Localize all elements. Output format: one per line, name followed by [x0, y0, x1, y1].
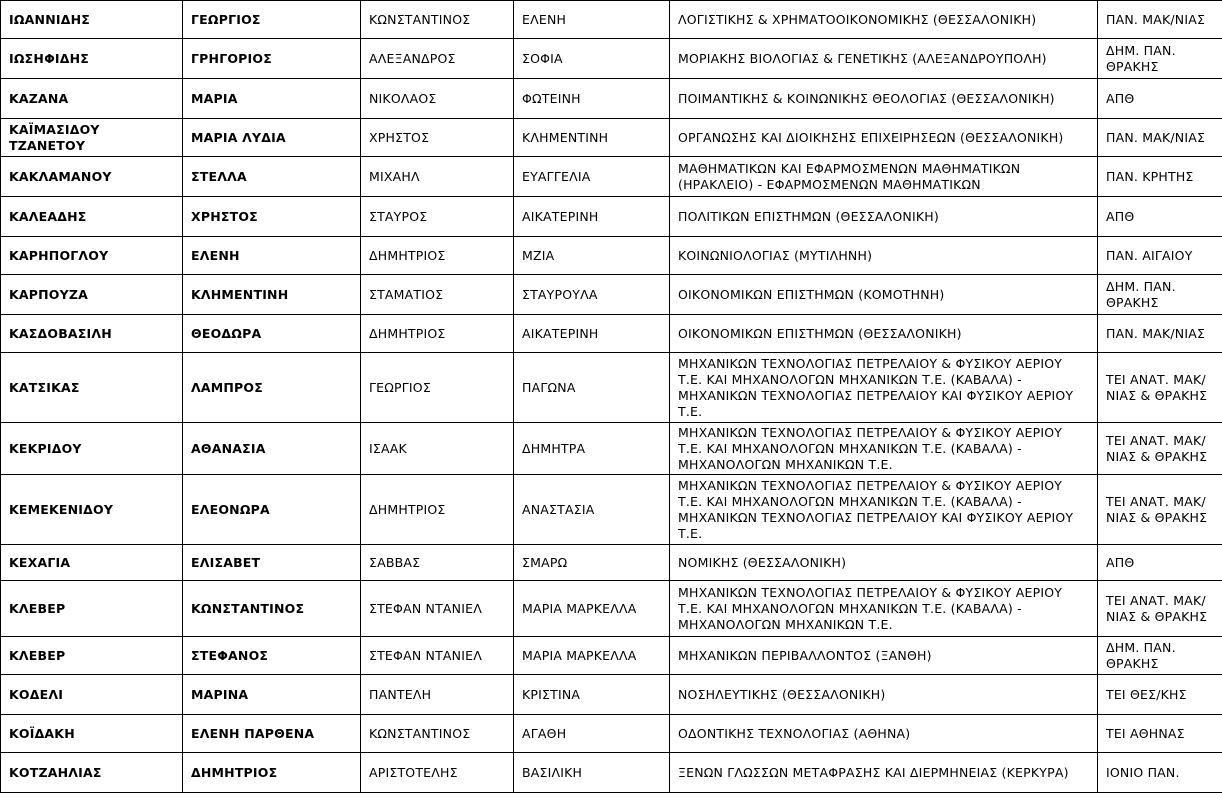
department-cell: ΠΟΙΜΑΝΤΙΚΗΣ & ΚΟΙΝΩΝΙΚΗΣ ΘΕΟΛΟΓΙΑΣ (ΘΕΣΣΑΛΟΝΙΚΗ)	[670, 79, 1098, 119]
department-cell: ΜΗΧΑΝΙΚΩΝ ΠΕΡΙΒΑΛΛΟΝΤΟΣ (ΞΑΝΘΗ)	[670, 637, 1098, 675]
table-row	[1, 637, 1222, 675]
surname-cell: ΚΕΚΡΙΔΟΥ	[1, 423, 183, 475]
surname-cell: ΚΟΔΕΛΙ	[1, 675, 183, 715]
surname-cell: ΚΟΤΖΑΗΛΙΑΣ	[1, 753, 183, 793]
mother-name-cell: ΜΖΙΑ	[514, 237, 670, 275]
mother-name-cell: ΣΟΦΙΑ	[514, 39, 670, 79]
institution-cell: ΑΠΘ	[1098, 79, 1222, 119]
name-cell: ΜΑΡΙΑ	[183, 79, 361, 119]
department-cell: ΜΗΧΑΝΙΚΩΝ ΤΕΧΝΟΛΟΓΙΑΣ ΠΕΤΡΕΛΑΙΟΥ & ΦΥΣΙΚΟΥ ΑΕΡΙΟΥ Τ.Ε. ΚΑΙ ΜΗΧΑΝΟΛΟΓΩΝ ΜΗΧΑΝΙΚΩΝ Τ.Ε. (ΚΑΒΑΛΑ) - ΜΗΧΑΝΟΛΟΓΩΝ ΜΗΧΑΝΙΚΩΝ Τ.Ε.	[670, 423, 1098, 475]
table-row	[1, 353, 1222, 423]
department-cell: ΝΟΣΗΛΕΥΤΙΚΗΣ (ΘΕΣΣΑΛΟΝΙΚΗ)	[670, 675, 1098, 715]
institution-cell: ΙΟΝΙΟ ΠΑΝ.	[1098, 753, 1222, 793]
table-row	[1, 675, 1222, 715]
father-name-cell: ΙΣΑΑΚ	[361, 423, 514, 475]
mother-name-cell: ΣΜΑΡΩ	[514, 545, 670, 581]
name-cell: ΚΛΗΜΕΝΤΙΝΗ	[183, 275, 361, 315]
surname-cell: ΚΕΜΕΚΕΝΙΔΟΥ	[1, 475, 183, 545]
mother-name-cell: ΕΥΑΓΓΕΛΙΑ	[514, 157, 670, 197]
department-cell: ΠΟΛΙΤΙΚΩΝ ΕΠΙΣΤΗΜΩΝ (ΘΕΣΣΑΛΟΝΙΚΗ)	[670, 197, 1098, 237]
father-name-cell: ΣΤΑΜΑΤΙΟΣ	[361, 275, 514, 315]
table-row	[1, 237, 1222, 275]
mother-name-cell: ΚΛΗΜΕΝΤΙΝΗ	[514, 119, 670, 157]
mother-name-cell: ΔΗΜΗΤΡΑ	[514, 423, 670, 475]
surname-cell: ΚΛΕΒΕΡ	[1, 637, 183, 675]
surname-cell: ΚΑΖΑΝΑ	[1, 79, 183, 119]
department-cell: ΜΟΡΙΑΚΗΣ ΒΙΟΛΟΓΙΑΣ & ΓΕΝΕΤΙΚΗΣ (ΑΛΕΞΑΝΔΡΟΥΠΟΛΗ)	[670, 39, 1098, 79]
table-row	[1, 197, 1222, 237]
table-row	[1, 79, 1222, 119]
name-cell: ΕΛΕΟΝΩΡΑ	[183, 475, 361, 545]
name-cell: ΕΛΙΣΑΒΕΤ	[183, 545, 361, 581]
mother-name-cell: ΣΤΑΥΡΟΥΛΑ	[514, 275, 670, 315]
father-name-cell: ΔΗΜΗΤΡΙΟΣ	[361, 475, 514, 545]
mother-name-cell: ΕΛΕΝΗ	[514, 1, 670, 39]
surname-cell: ΚΑΪΜΑΣΙΔΟΥ ΤΖΑΝΕΤΟΥ	[1, 119, 183, 157]
institution-cell: ΔΗΜ. ΠΑΝ. ΘΡΑΚΗΣ	[1098, 637, 1222, 675]
table-row	[1, 157, 1222, 197]
mother-name-cell: ΜΑΡΙΑ ΜΑΡΚΕΛΛΑ	[514, 637, 670, 675]
name-cell: ΑΘΑΝΑΣΙΑ	[183, 423, 361, 475]
name-cell: ΕΛΕΝΗ	[183, 237, 361, 275]
surname-cell: ΚΑΡΠΟΥΖΑ	[1, 275, 183, 315]
father-name-cell: ΣΤΑΥΡΟΣ	[361, 197, 514, 237]
father-name-cell: ΧΡΗΣΤΟΣ	[361, 119, 514, 157]
institution-cell: ΠΑΝ. ΜΑΚ/ΝΙΑΣ	[1098, 119, 1222, 157]
department-cell: ΞΕΝΩΝ ΓΛΩΣΣΩΝ ΜΕΤΑΦΡΑΣΗΣ ΚΑΙ ΔΙΕΡΜΗΝΕΙΑΣ (ΚΕΡΚΥΡΑ)	[670, 753, 1098, 793]
name-cell: ΣΤΕΛΛΑ	[183, 157, 361, 197]
name-cell: ΓΡΗΓΟΡΙΟΣ	[183, 39, 361, 79]
surname-cell: ΙΩΑΝΝΙΔΗΣ	[1, 1, 183, 39]
surname-cell: ΚΑΛΕΑΔΗΣ	[1, 197, 183, 237]
table-row	[1, 275, 1222, 315]
department-cell: ΜΑΘΗΜΑΤΙΚΩΝ ΚΑΙ ΕΦΑΡΜΟΣΜΕΝΩΝ ΜΑΘΗΜΑΤΙΚΩΝ (ΗΡΑΚΛΕΙΟ) - ΕΦΑΡΜΟΣΜΕΝΩΝ ΜΑΘΗΜΑΤΙΚΩΝ	[670, 157, 1098, 197]
name-cell: ΘΕΟΔΩΡΑ	[183, 315, 361, 353]
father-name-cell: ΔΗΜΗΤΡΙΟΣ	[361, 315, 514, 353]
name-cell: ΚΩΝΣΤΑΝΤΙΝΟΣ	[183, 581, 361, 637]
institution-cell: ΠΑΝ. ΚΡΗΤΗΣ	[1098, 157, 1222, 197]
father-name-cell: ΚΩΝΣΤΑΝΤΙΝΟΣ	[361, 1, 514, 39]
department-cell: ΟΔΟΝΤΙΚΗΣ ΤΕΧΝΟΛΟΓΙΑΣ (ΑΘΗΝΑ)	[670, 715, 1098, 753]
institution-cell: ΤΕΙ ΘΕΣ/ΚΗΣ	[1098, 675, 1222, 715]
mother-name-cell: ΦΩΤΕΙΝΗ	[514, 79, 670, 119]
father-name-cell: ΣΤΕΦΑΝ ΝΤΑΝΙΕΛ	[361, 581, 514, 637]
table-row	[1, 545, 1222, 581]
table-row	[1, 581, 1222, 637]
table-row	[1, 475, 1222, 545]
name-cell: ΜΑΡΙΑ ΛΥΔΙΑ	[183, 119, 361, 157]
institution-cell: ΔΗΜ. ΠΑΝ. ΘΡΑΚΗΣ	[1098, 275, 1222, 315]
father-name-cell: ΠΑΝΤΕΛΗ	[361, 675, 514, 715]
name-cell: ΔΗΜΗΤΡΙΟΣ	[183, 753, 361, 793]
mother-name-cell: ΑΙΚΑΤΕΡΙΝΗ	[514, 197, 670, 237]
name-cell: ΧΡΗΣΤΟΣ	[183, 197, 361, 237]
department-cell: ΜΗΧΑΝΙΚΩΝ ΤΕΧΝΟΛΟΓΙΑΣ ΠΕΤΡΕΛΑΙΟΥ & ΦΥΣΙΚΟΥ ΑΕΡΙΟΥ Τ.Ε. ΚΑΙ ΜΗΧΑΝΟΛΟΓΩΝ ΜΗΧΑΝΙΚΩΝ Τ.Ε. (ΚΑΒΑΛΑ) - ΜΗΧΑΝΙΚΩΝ ΤΕΧΝΟΛΟΓΙΑΣ ΠΕΤΡΕΛΑΙΟΥ ΚΑΙ ΦΥΣΙΚΟΥ ΑΕΡΙΟΥ Τ.Ε.	[670, 475, 1098, 545]
name-cell: ΣΤΕΦΑΝΟΣ	[183, 637, 361, 675]
institution-cell: ΠΑΝ. ΜΑΚ/ΝΙΑΣ	[1098, 1, 1222, 39]
institution-cell: ΑΠΘ	[1098, 197, 1222, 237]
institution-cell: ΤΕΙ ΑΝΑΤ. ΜΑΚ/ΝΙΑΣ & ΘΡΑΚΗΣ	[1098, 353, 1222, 423]
surname-cell: ΚΑΤΣΙΚΑΣ	[1, 353, 183, 423]
institution-cell: ΤΕΙ ΑΝΑΤ. ΜΑΚ/ΝΙΑΣ & ΘΡΑΚΗΣ	[1098, 423, 1222, 475]
table-row	[1, 753, 1222, 793]
father-name-cell: ΝΙΚΟΛΑΟΣ	[361, 79, 514, 119]
department-cell: ΟΡΓΑΝΩΣΗΣ ΚΑΙ ΔΙΟΙΚΗΣΗΣ ΕΠΙΧΕΙΡΗΣΕΩΝ (ΘΕΣΣΑΛΟΝΙΚΗ)	[670, 119, 1098, 157]
mother-name-cell: ΑΝΑΣΤΑΣΙΑ	[514, 475, 670, 545]
surname-cell: ΚΑΚΛΑΜΑΝΟΥ	[1, 157, 183, 197]
table-row	[1, 315, 1222, 353]
table-row	[1, 1, 1222, 39]
father-name-cell: ΣΑΒΒΑΣ	[361, 545, 514, 581]
father-name-cell: ΓΕΩΡΓΙΟΣ	[361, 353, 514, 423]
mother-name-cell: ΠΑΓΩΝΑ	[514, 353, 670, 423]
father-name-cell: ΑΛΕΞΑΝΔΡΟΣ	[361, 39, 514, 79]
mother-name-cell: ΒΑΣΙΛΙΚΗ	[514, 753, 670, 793]
surname-cell: ΚΛΕΒΕΡ	[1, 581, 183, 637]
mother-name-cell: ΑΙΚΑΤΕΡΙΝΗ	[514, 315, 670, 353]
father-name-cell: ΔΗΜΗΤΡΙΟΣ	[361, 237, 514, 275]
name-cell: ΜΑΡΙΝΑ	[183, 675, 361, 715]
surname-cell: ΙΩΣΗΦΙΔΗΣ	[1, 39, 183, 79]
father-name-cell: ΣΤΕΦΑΝ ΝΤΑΝΙΕΛ	[361, 637, 514, 675]
institution-cell: ΑΠΘ	[1098, 545, 1222, 581]
name-cell: ΓΕΩΡΓΙΟΣ	[183, 1, 361, 39]
results-table-body	[1, 1, 1222, 793]
institution-cell: ΔΗΜ. ΠΑΝ. ΘΡΑΚΗΣ	[1098, 39, 1222, 79]
institution-cell: ΤΕΙ ΑΝΑΤ. ΜΑΚ/ΝΙΑΣ & ΘΡΑΚΗΣ	[1098, 475, 1222, 545]
father-name-cell: ΑΡΙΣΤΟΤΕΛΗΣ	[361, 753, 514, 793]
department-cell: ΛΟΓΙΣΤΙΚΗΣ & ΧΡΗΜΑΤΟΟΙΚΟΝΟΜΙΚΗΣ (ΘΕΣΣΑΛΟΝΙΚΗ)	[670, 1, 1098, 39]
surname-cell: ΚΕΧΑΓΙΑ	[1, 545, 183, 581]
institution-cell: ΤΕΙ ΑΝΑΤ. ΜΑΚ/ΝΙΑΣ & ΘΡΑΚΗΣ	[1098, 581, 1222, 637]
table-row	[1, 39, 1222, 79]
institution-cell: ΤΕΙ ΑΘΗΝΑΣ	[1098, 715, 1222, 753]
table-row	[1, 715, 1222, 753]
name-cell: ΕΛΕΝΗ ΠΑΡΘΕΝΑ	[183, 715, 361, 753]
mother-name-cell: ΑΓΑΘΗ	[514, 715, 670, 753]
department-cell: ΟΙΚΟΝΟΜΙΚΩΝ ΕΠΙΣΤΗΜΩΝ (ΚΟΜΟΤΗΝΗ)	[670, 275, 1098, 315]
father-name-cell: ΜΙΧΑΗΛ	[361, 157, 514, 197]
department-cell: ΜΗΧΑΝΙΚΩΝ ΤΕΧΝΟΛΟΓΙΑΣ ΠΕΤΡΕΛΑΙΟΥ & ΦΥΣΙΚΟΥ ΑΕΡΙΟΥ Τ.Ε. ΚΑΙ ΜΗΧΑΝΟΛΟΓΩΝ ΜΗΧΑΝΙΚΩΝ Τ.Ε. (ΚΑΒΑΛΑ) - ΜΗΧΑΝΙΚΩΝ ΤΕΧΝΟΛΟΓΙΑΣ ΠΕΤΡΕΛΑΙΟΥ ΚΑΙ ΦΥΣΙΚΟΥ ΑΕΡΙΟΥ Τ.Ε.	[670, 353, 1098, 423]
department-cell: ΚΟΙΝΩΝΙΟΛΟΓΙΑΣ (ΜΥΤΙΛΗΝΗ)	[670, 237, 1098, 275]
surname-cell: ΚΑΣΔΟΒΑΣΙΛΗ	[1, 315, 183, 353]
mother-name-cell: ΜΑΡΙΑ ΜΑΡΚΕΛΛΑ	[514, 581, 670, 637]
surname-cell: ΚΟΪΔΑΚΗ	[1, 715, 183, 753]
surname-cell: ΚΑΡΗΠΟΓΛΟΥ	[1, 237, 183, 275]
mother-name-cell: ΚΡΙΣΤΙΝΑ	[514, 675, 670, 715]
department-cell: ΟΙΚΟΝΟΜΙΚΩΝ ΕΠΙΣΤΗΜΩΝ (ΘΕΣΣΑΛΟΝΙΚΗ)	[670, 315, 1098, 353]
department-cell: ΝΟΜΙΚΗΣ (ΘΕΣΣΑΛΟΝΙΚΗ)	[670, 545, 1098, 581]
father-name-cell: ΚΩΝΣΤΑΝΤΙΝΟΣ	[361, 715, 514, 753]
table-row	[1, 119, 1222, 157]
department-cell: ΜΗΧΑΝΙΚΩΝ ΤΕΧΝΟΛΟΓΙΑΣ ΠΕΤΡΕΛΑΙΟΥ & ΦΥΣΙΚΟΥ ΑΕΡΙΟΥ Τ.Ε. ΚΑΙ ΜΗΧΑΝΟΛΟΓΩΝ ΜΗΧΑΝΙΚΩΝ Τ.Ε. (ΚΑΒΑΛΑ) - ΜΗΧΑΝΟΛΟΓΩΝ ΜΗΧΑΝΙΚΩΝ Τ.Ε.	[670, 581, 1098, 637]
institution-cell: ΠΑΝ. ΑΙΓΑΙΟΥ	[1098, 237, 1222, 275]
institution-cell: ΠΑΝ. ΜΑΚ/ΝΙΑΣ	[1098, 315, 1222, 353]
name-cell: ΛΑΜΠΡΟΣ	[183, 353, 361, 423]
table-row	[1, 423, 1222, 475]
